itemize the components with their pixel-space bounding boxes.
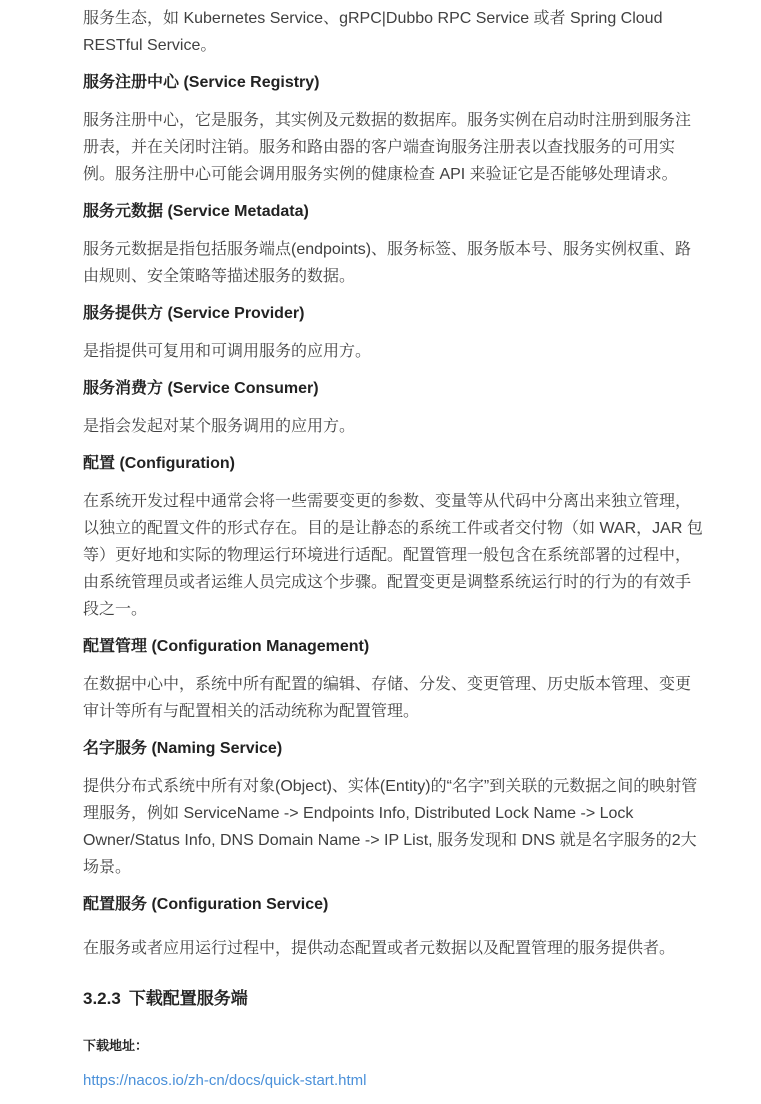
download-label: 下载地址： — [83, 1038, 149, 1053]
subsection-number: 3.2.3 — [83, 989, 121, 1008]
heading-service-registry: 服务注册中心 (Service Registry) — [83, 74, 320, 91]
paragraph-service-consumer: 是指会发起对某个服务调用的应用方。 — [83, 418, 356, 435]
heading-configuration: 配置 (Configuration) — [83, 455, 235, 472]
heading-service-provider: 服务提供方 (Service Provider) — [83, 305, 305, 322]
heading-configuration-management: 配置管理 (Configuration Management) — [83, 638, 370, 655]
paragraph-service-provider: 是指提供可复用和可调用服务的应用方。 — [83, 343, 372, 360]
heading-service-consumer: 服务消费方 (Service Consumer) — [83, 380, 319, 397]
paragraph-service-registry: 服务注册中心，它是服务，其实例及元数据的数据库。服务实例在启动时注册到服务注册表，并在关闭时注销。服务和路由器的客户端查询服务注册表以查找服务的可用实例。服务注册中心可能会调用服务实例的健康检查 API 来验证它是否能够处理请求。 — [83, 112, 692, 183]
paragraph-configuration-service: 在服务或者应用运行过程中，提供动态配置或者元数据以及配置管理的服务提供者。 — [83, 940, 676, 957]
paragraph-naming-service: 提供分布式系统中所有对象(Object)、实体(Entity)的“名字”到关联的元数据之间的映射管理服务，例如 ServiceName -> Endpoints Info, Distributed Lock Name -> Lock Owner/Status Info, DNS Domain Name -> IP List, 服务发现和 DNS 就是名字服务的2大场景。 — [83, 778, 698, 876]
paragraph-service-metadata: 服务元数据是指包括服务端点(endpoints)、服务标签、服务版本号、服务实例权重、路由规则、安全策略等描述服务的数据。 — [83, 241, 692, 285]
download-link[interactable]: https://nacos.io/zh-cn/docs/quick-start.html — [83, 1072, 367, 1089]
heading-configuration-service: 配置服务 (Configuration Service) — [83, 896, 329, 913]
heading-naming-service: 名字服务 (Naming Service) — [83, 740, 283, 757]
subsection-title: 下载配置服务端 — [128, 989, 248, 1008]
heading-service-metadata: 服务元数据 (Service Metadata) — [83, 203, 309, 220]
subsection-heading — [83, 987, 703, 1011]
paragraph-configuration-management: 在数据中心中，系统中所有配置的编辑、存储、分发、变更管理、历史版本管理、变更审计等所有与配置相关的活动统称为配置管理。 — [83, 676, 692, 720]
paragraph-service-ecosystem: 服务生态，如 Kubernetes Service、gRPC|Dubbo RPC Service 或者 Spring Cloud RESTful Service。 — [83, 10, 663, 54]
paragraph-configuration: 在系统开发过程中通常会将一些需要变更的参数、变量等从代码中分离出来独立管理，以独立的配置文件的形式存在。目的是让静态的系统工件或者交付物（如 WAR，JAR 包等）更好地和实际的物理运行环境进行适配。配置管理一般包含在系统部署的过程中，由系统管理员或者运维人员完成这个步骤。配置变更是调整系统运行时的行为的有效手段之一。 — [83, 493, 703, 618]
